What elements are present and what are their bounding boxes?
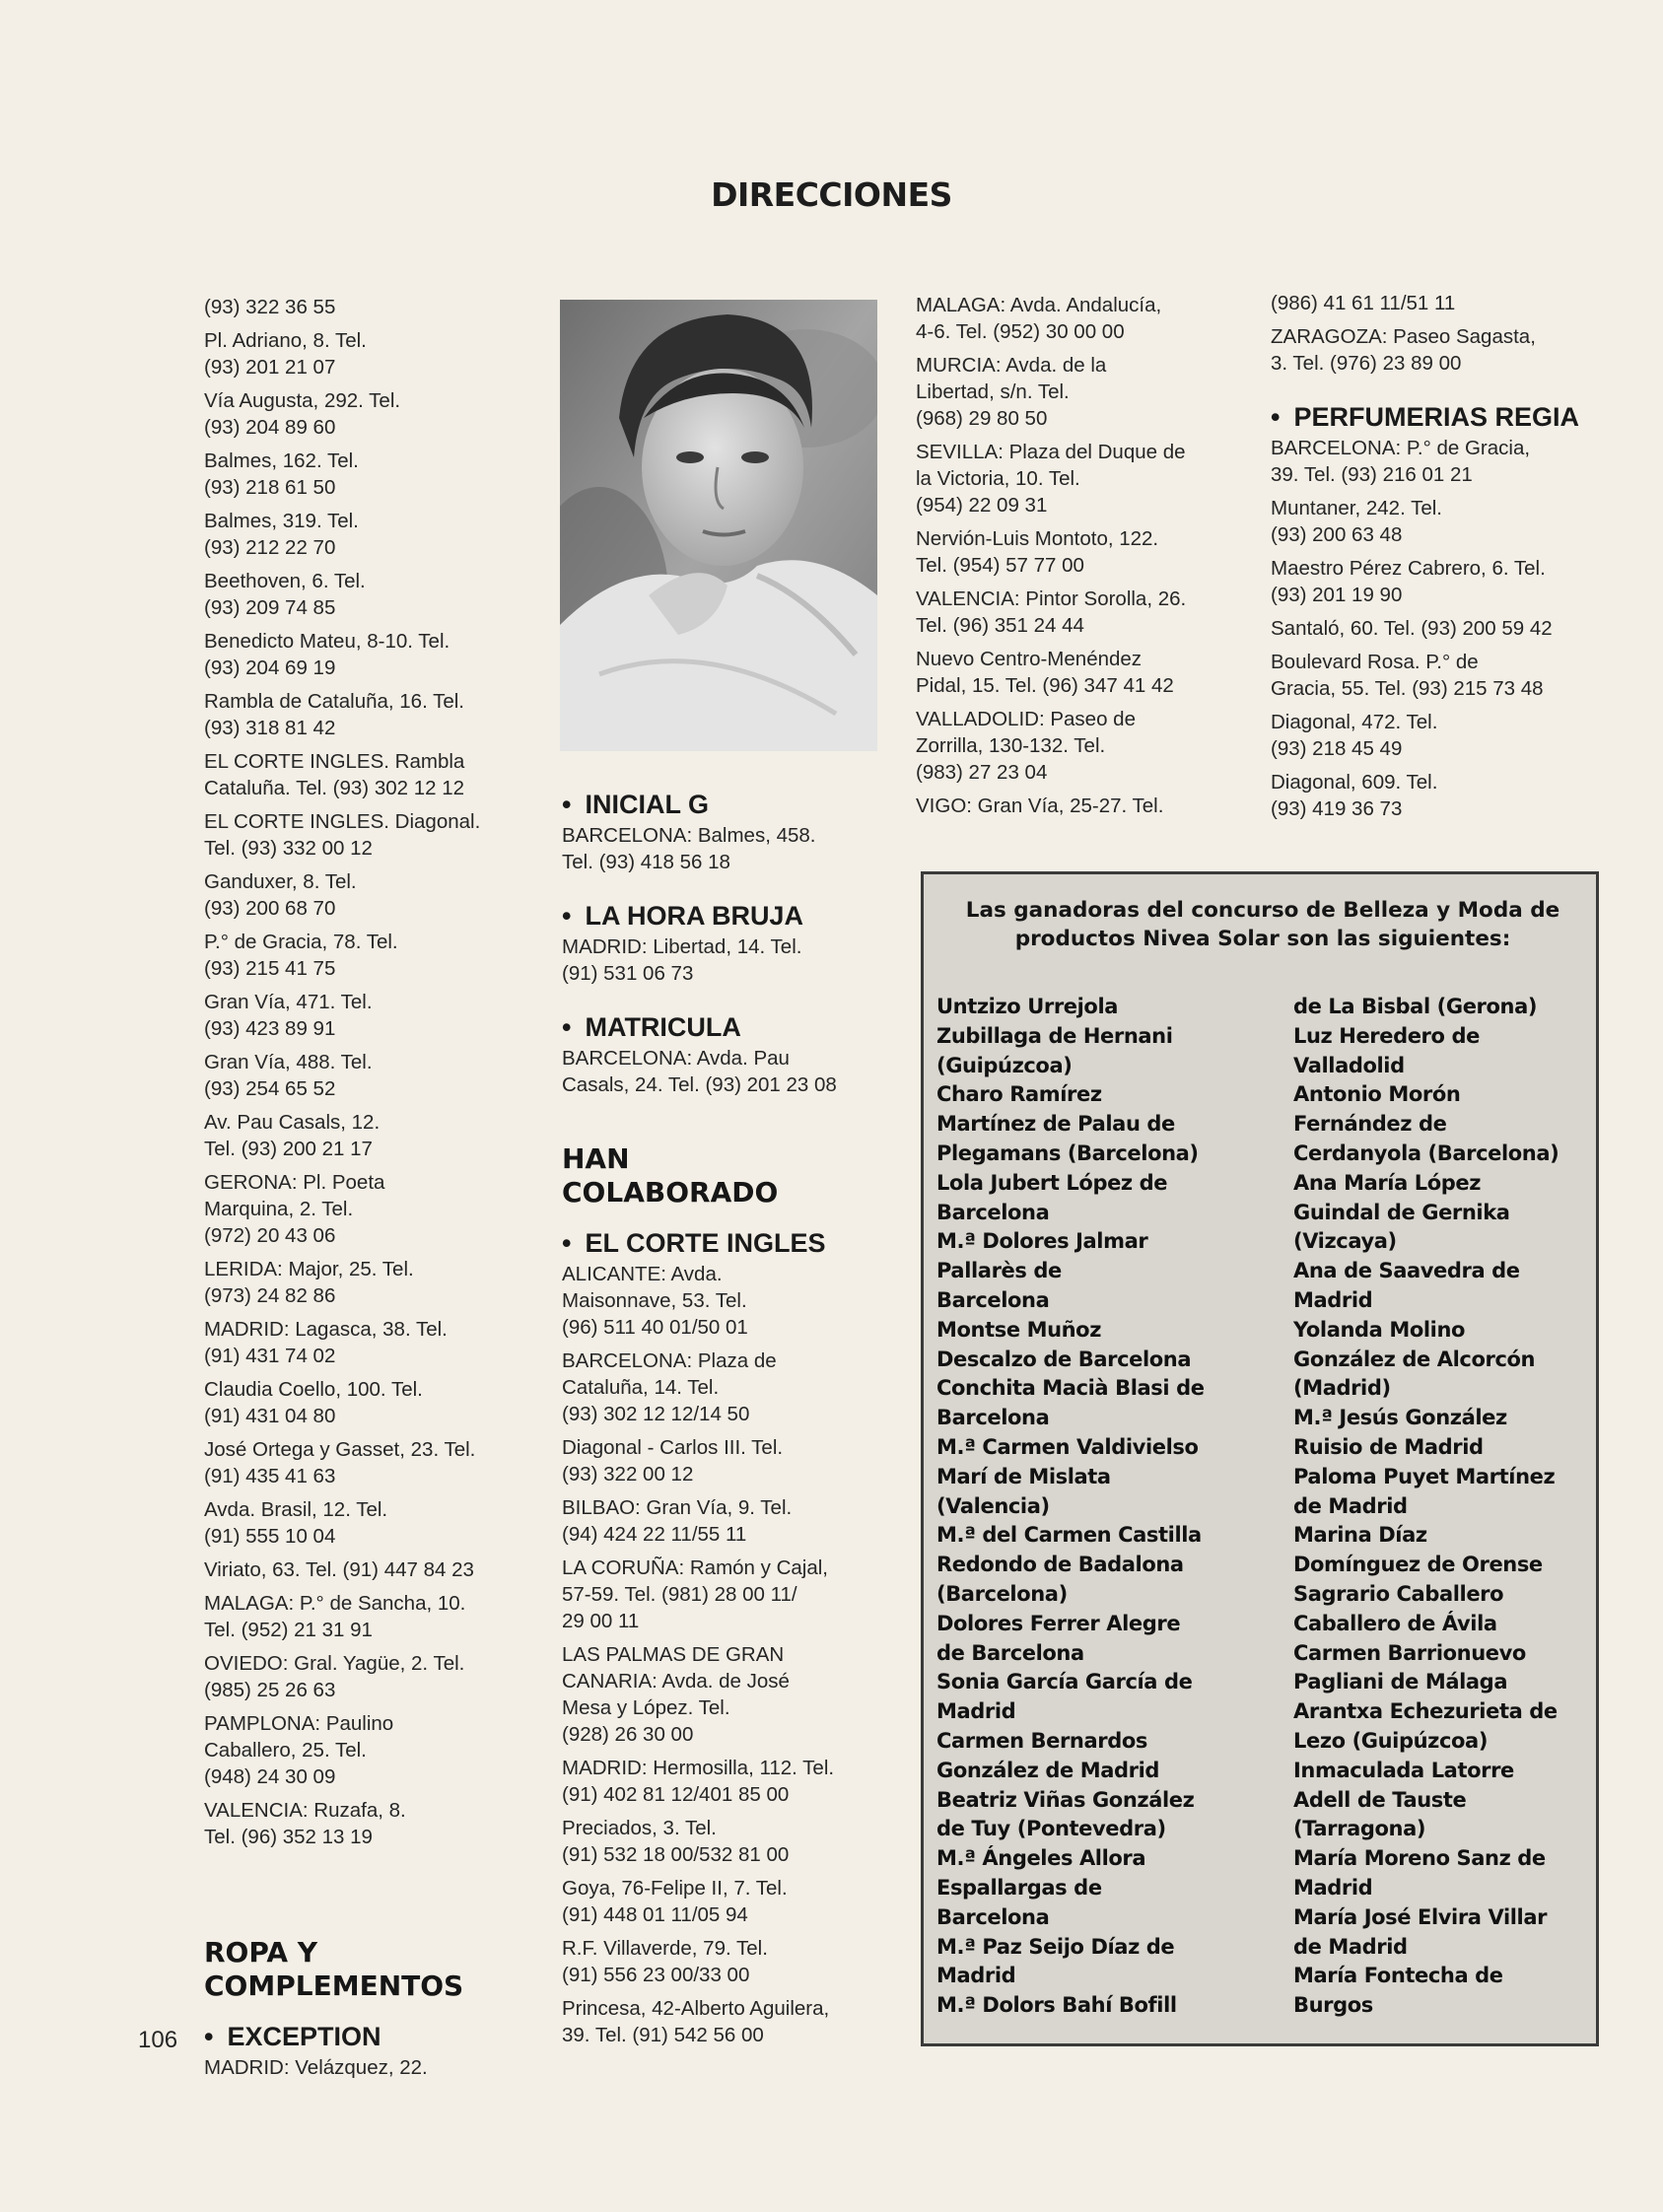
address-entry: José Ortega y Gasset, 23. Tel. (91) 435 41 63: [204, 1438, 476, 1487]
address-entry: Claudia Coello, 100. Tel. (91) 431 04 80: [204, 1378, 423, 1427]
address-entry: MADRID: Libertad, 14. Tel. (91) 531 06 73: [562, 935, 802, 985]
address-list: [1271, 435, 1606, 822]
address-entry: Balmes, 162. Tel. (93) 218 61 50: [204, 449, 359, 499]
address-entry: Princesa, 42-Alberto Aguilera, 39. Tel. (91) 542 56 00: [562, 1997, 830, 2046]
winner-line: Espallargas de: [936, 1875, 1102, 1900]
address-entry: Diagonal, 472. Tel. (93) 218 45 49: [1271, 711, 1438, 760]
winner-line: Plegamans (Barcelona): [936, 1141, 1199, 1165]
address-list: [562, 1261, 887, 2048]
address-entry: Gran Vía, 488. Tel. (93) 254 65 52: [204, 1051, 373, 1100]
address-list: [204, 2054, 529, 2081]
address-entry: EL CORTE INGLES. Rambla Cataluña. Tel. (93) 302 12 12: [204, 750, 465, 799]
column-4: [1271, 290, 1606, 829]
winner-line: Madrid: [1293, 1875, 1373, 1900]
winner-line: (Guipúzcoa): [936, 1053, 1073, 1077]
address-list: [562, 822, 887, 875]
winner-line: Carmen Barrionuevo: [1293, 1640, 1526, 1665]
winner-line: M.ª Ángeles Allora: [936, 1846, 1146, 1871]
column-2: [562, 789, 887, 2055]
address-entry: (93) 322 36 55: [204, 296, 336, 318]
address-entry: P.° de Gracia, 78. Tel. (93) 215 41 75: [204, 931, 398, 980]
store-name: LA HORA BRUJA: [585, 901, 803, 931]
address-list: [204, 294, 529, 1850]
winner-line: de Tuy (Pontevedra): [936, 1817, 1166, 1841]
address-entry: Goya, 76-Felipe II, 7. Tel. (91) 448 01 11/05 94: [562, 1877, 788, 1926]
winner-line: de Madrid: [1293, 1934, 1408, 1959]
winner-line: Guindal de Gernika: [1293, 1200, 1510, 1224]
winners-box-title: Las ganadoras del concurso de Belleza y Moda de productos Nivea Solar son las siguientes:: [965, 898, 1560, 951]
column-3: [916, 292, 1231, 826]
winner-line: (Tarragona): [1293, 1817, 1426, 1841]
winner-line: M.ª del Carmen Castilla: [936, 1523, 1202, 1548]
winner-line: Marí de Mislata: [936, 1464, 1111, 1488]
winner-line: Burgos: [1293, 1993, 1373, 2018]
address-list: [1271, 290, 1606, 377]
winner-line: Madrid: [1293, 1287, 1373, 1312]
winner-line: Marina Díaz: [1293, 1523, 1427, 1548]
address-list: [916, 292, 1231, 819]
winner-line: Paloma Puyet Martínez: [1293, 1464, 1556, 1488]
winner-line: González de Madrid: [936, 1758, 1160, 1782]
address-entry: BILBAO: Gran Vía, 9. Tel. (94) 424 22 11/55 11: [562, 1496, 793, 1546]
portrait-icon: [560, 300, 877, 751]
winner-line: Ana de Saavedra de: [1293, 1259, 1520, 1283]
winner-line: Ana María López: [1293, 1170, 1482, 1195]
address-entry: SEVILLA: Plaza del Duque de la Victoria, 10. Tel. (954) 22 09 31: [916, 441, 1186, 517]
address-entry: EL CORTE INGLES. Diagonal. Tel. (93) 332 00 12: [204, 810, 481, 860]
winner-line: M.ª Carmen Valdivielso: [936, 1434, 1199, 1459]
winner-line: de Madrid: [1293, 1493, 1408, 1518]
address-entry: Viriato, 63. Tel. (91) 447 84 23: [204, 1558, 474, 1581]
winner-line: Charo Ramírez: [936, 1082, 1102, 1107]
winner-line: (Madrid): [1293, 1376, 1391, 1401]
address-entry: OVIEDO: Gral. Yagüe, 2. Tel. (985) 25 26 63: [204, 1652, 465, 1701]
store-name: MATRICULA: [585, 1012, 741, 1042]
winner-line: M.ª Paz Seijo Díaz de: [936, 1934, 1175, 1959]
address-entry: ALICANTE: Avda. Maisonnave, 53. Tel. (96) 511 40 01/50 01: [562, 1263, 748, 1339]
page-number: 106: [138, 2027, 178, 2053]
winner-line: Pallarès de: [936, 1259, 1062, 1283]
winner-line: Untzizo Urrejola: [936, 995, 1119, 1018]
address-entry: Nervión-Luis Montoto, 122. Tel. (954) 57 77 00: [916, 527, 1159, 577]
winner-line: Madrid: [936, 1964, 1016, 1988]
address-entry: Ganduxer, 8. Tel. (93) 200 68 70: [204, 870, 357, 920]
address-entry: Gran Vía, 471. Tel. (93) 423 89 91: [204, 991, 373, 1040]
address-entry: Rambla de Cataluña, 16. Tel. (93) 318 81 42: [204, 690, 465, 739]
address-entry: LAS PALMAS DE GRAN CANARIA: Avda. de José Mesa y López. Tel. (928) 26 30 00: [562, 1643, 790, 1746]
store-heading-exception: • EXCEPTION: [204, 2022, 381, 2051]
portrait-photo: [560, 300, 877, 751]
winner-line: González de Alcorcón: [1293, 1347, 1536, 1371]
winner-line: Lezo (Guipúzcoa): [1293, 1728, 1489, 1753]
winner-line: Valladolid: [1293, 1053, 1405, 1077]
winner-line: M.ª Dolors Bahí Bofill: [936, 1993, 1177, 2018]
address-entry: Nuevo Centro-Menéndez Pidal, 15. Tel. (96) 347 41 42: [916, 648, 1174, 697]
address-list: [562, 1045, 887, 1098]
winners-list-right: [1293, 993, 1559, 2021]
winner-line: Yolanda Molino: [1293, 1317, 1466, 1342]
address-entry: R.F. Villaverde, 79. Tel. (91) 556 23 00/33 00: [562, 1937, 768, 1986]
address-entry: MADRID: Hermosilla, 112. Tel. (91) 402 81 12/401 85 00: [562, 1757, 835, 1806]
winner-line: Cerdanyola (Barcelona): [1293, 1141, 1559, 1165]
winner-line: Arantxa Echezurieta de: [1293, 1699, 1558, 1724]
winner-line: Lola Jubert López de: [936, 1170, 1168, 1195]
store-heading-perfumerias-regia: • PERFUMERIAS REGIA: [1271, 402, 1579, 432]
address-entry: Av. Pau Casals, 12. Tel. (93) 200 21 17: [204, 1111, 381, 1160]
column-1: [204, 294, 529, 2088]
store-heading-inicial-g: • INICIAL G: [562, 790, 709, 819]
store-heading-la-hora-bruja: • LA HORA BRUJA: [562, 901, 803, 931]
address-entry: GERONA: Pl. Poeta Marquina, 2. Tel. (972) 20 43 06: [204, 1171, 385, 1247]
winner-line: Ruisio de Madrid: [1293, 1434, 1484, 1459]
store-name: EL CORTE INGLES: [585, 1228, 826, 1258]
winner-line: Luz Heredero de: [1293, 1023, 1480, 1048]
address-entry: Boulevard Rosa. P.° de Gracia, 55. Tel. (93) 215 73 48: [1271, 651, 1544, 700]
address-entry: Avda. Brasil, 12. Tel. (91) 555 10 04: [204, 1498, 388, 1548]
winner-line: Adell de Tauste: [1293, 1787, 1467, 1812]
winner-line: Descalzo de Barcelona: [936, 1347, 1192, 1371]
address-entry: LA CORUÑA: Ramón y Cajal, 57-59. Tel. (981) 28 00 11/ 29 00 11: [562, 1556, 829, 1632]
address-entry: Santaló, 60. Tel. (93) 200 59 42: [1271, 617, 1553, 640]
address-entry: Diagonal, 609. Tel. (93) 419 36 73: [1271, 771, 1438, 820]
address-entry: PAMPLONA: Paulino Caballero, 25. Tel. (948) 24 30 09: [204, 1712, 394, 1788]
address-entry: VALENCIA: Ruzafa, 8. Tel. (96) 352 13 19: [204, 1799, 406, 1848]
store-name: INICIAL G: [585, 790, 709, 819]
winner-line: Zubillaga de Hernani: [936, 1023, 1173, 1048]
winner-line: María Fontecha de: [1293, 1964, 1503, 1988]
address-entry: LERIDA: Major, 25. Tel. (973) 24 82 86: [204, 1258, 414, 1307]
winner-line: M.ª Dolores Jalmar: [936, 1229, 1148, 1254]
winner-line: M.ª Jesús González: [1293, 1406, 1507, 1430]
winner-line: Barcelona: [936, 1406, 1050, 1430]
winner-line: Caballero de Ávila: [1293, 1611, 1497, 1635]
address-entry: MADRID: Lagasca, 38. Tel. (91) 431 74 02: [204, 1318, 448, 1367]
winner-line: Inmaculada Latorre: [1293, 1758, 1514, 1782]
winner-line: Sagrario Caballero: [1293, 1581, 1504, 1606]
winner-line: de Barcelona: [936, 1640, 1084, 1665]
address-entry: Beethoven, 6. Tel. (93) 209 74 85: [204, 570, 366, 619]
address-entry: (986) 41 61 11/51 11: [1271, 292, 1456, 314]
address-entry: ZARAGOZA: Paseo Sagasta, 3. Tel. (976) 23 89 00: [1271, 325, 1536, 375]
winner-line: Sonia García García de: [936, 1670, 1193, 1694]
winner-line: Barcelona: [936, 1200, 1050, 1224]
winner-line: María José Elvira Villar: [1293, 1904, 1548, 1929]
address-entry: Benedicto Mateu, 8-10. Tel. (93) 204 69 19: [204, 630, 450, 679]
winner-line: Montse Muñoz: [936, 1317, 1102, 1342]
winners-box: [921, 871, 1599, 2046]
address-list: [562, 933, 887, 987]
address-entry: Balmes, 319. Tel. (93) 212 22 70: [204, 510, 359, 559]
winner-line: Conchita Macià Blasi de: [936, 1376, 1205, 1401]
winner-line: Barcelona: [936, 1287, 1050, 1312]
store-heading-matricula: • MATRICULA: [562, 1012, 741, 1042]
section-heading-ropa: ROPA Y COMPLEMENTOS: [204, 1936, 464, 2002]
winners-list-left: [936, 993, 1205, 2021]
address-entry: VIGO: Gran Vía, 25-27. Tel.: [916, 795, 1164, 817]
winner-line: Dolores Ferrer Alegre: [936, 1611, 1181, 1635]
address-entry: MALAGA: P.° de Sancha, 10. Tel. (952) 21 31 91: [204, 1592, 466, 1641]
winner-line: Carmen Bernardos: [936, 1728, 1147, 1753]
winner-line: María Moreno Sanz de: [1293, 1846, 1546, 1871]
address-entry: Muntaner, 242. Tel. (93) 200 63 48: [1271, 497, 1442, 546]
page-title: DIRECCIONES: [711, 175, 952, 214]
winner-line: (Vizcaya): [1293, 1229, 1397, 1254]
address-entry: MADRID: Velázquez, 22.: [204, 2056, 428, 2079]
address-entry: BARCELONA: P.° de Gracia, 39. Tel. (93) 216 01 21: [1271, 437, 1531, 486]
address-entry: VALENCIA: Pintor Sorolla, 26. Tel. (96) 351 24 44: [916, 588, 1187, 637]
winner-line: de La Bisbal (Gerona): [1293, 995, 1538, 1018]
winner-line: (Valencia): [936, 1493, 1050, 1518]
address-entry: BARCELONA: Plaza de Cataluña, 14. Tel. (93) 302 12 12/14 50: [562, 1349, 777, 1425]
winner-line: Fernández de: [1293, 1112, 1447, 1137]
winner-line: Barcelona: [936, 1904, 1050, 1929]
winner-line: (Barcelona): [936, 1581, 1068, 1606]
address-entry: Vía Augusta, 292. Tel. (93) 204 89 60: [204, 389, 401, 439]
store-name: PERFUMERIAS REGIA: [1293, 402, 1579, 432]
winner-line: Domínguez de Orense: [1293, 1553, 1543, 1577]
store-name: EXCEPTION: [227, 2022, 381, 2051]
address-entry: BARCELONA: Avda. Pau Casals, 24. Tel. (93) 201 23 08: [562, 1047, 837, 1096]
address-entry: Diagonal - Carlos III. Tel. (93) 322 00 12: [562, 1436, 784, 1486]
address-entry: BARCELONA: Balmes, 458. Tel. (93) 418 56 18: [562, 824, 816, 873]
winner-line: Madrid: [936, 1699, 1016, 1724]
address-entry: MURCIA: Avda. de la Libertad, s/n. Tel. (968) 29 80 50: [916, 354, 1107, 430]
winner-line: Beatriz Viñas González: [936, 1787, 1195, 1812]
address-entry: Pl. Adriano, 8. Tel. (93) 201 21 07: [204, 329, 367, 379]
winner-line: Antonio Morón: [1293, 1082, 1461, 1107]
address-entry: VALLADOLID: Paseo de Zorrilla, 130-132. Tel. (983) 27 23 04: [916, 708, 1136, 784]
address-entry: MALAGA: Avda. Andalucía, 4-6. Tel. (952) 30 00 00: [916, 294, 1162, 343]
winner-line: Redondo de Badalona: [936, 1553, 1184, 1577]
address-entry: Preciados, 3. Tel. (91) 532 18 00/532 81 00: [562, 1817, 790, 1866]
section-heading-han-colaborado: HAN COLABORADO: [562, 1142, 779, 1209]
winner-line: Pagliani de Málaga: [1293, 1670, 1508, 1694]
address-entry: Maestro Pérez Cabrero, 6. Tel. (93) 201 19 90: [1271, 557, 1546, 606]
winner-line: Martínez de Palau de: [936, 1112, 1175, 1137]
store-heading-el-corte-ingles: • EL CORTE INGLES: [562, 1228, 826, 1258]
